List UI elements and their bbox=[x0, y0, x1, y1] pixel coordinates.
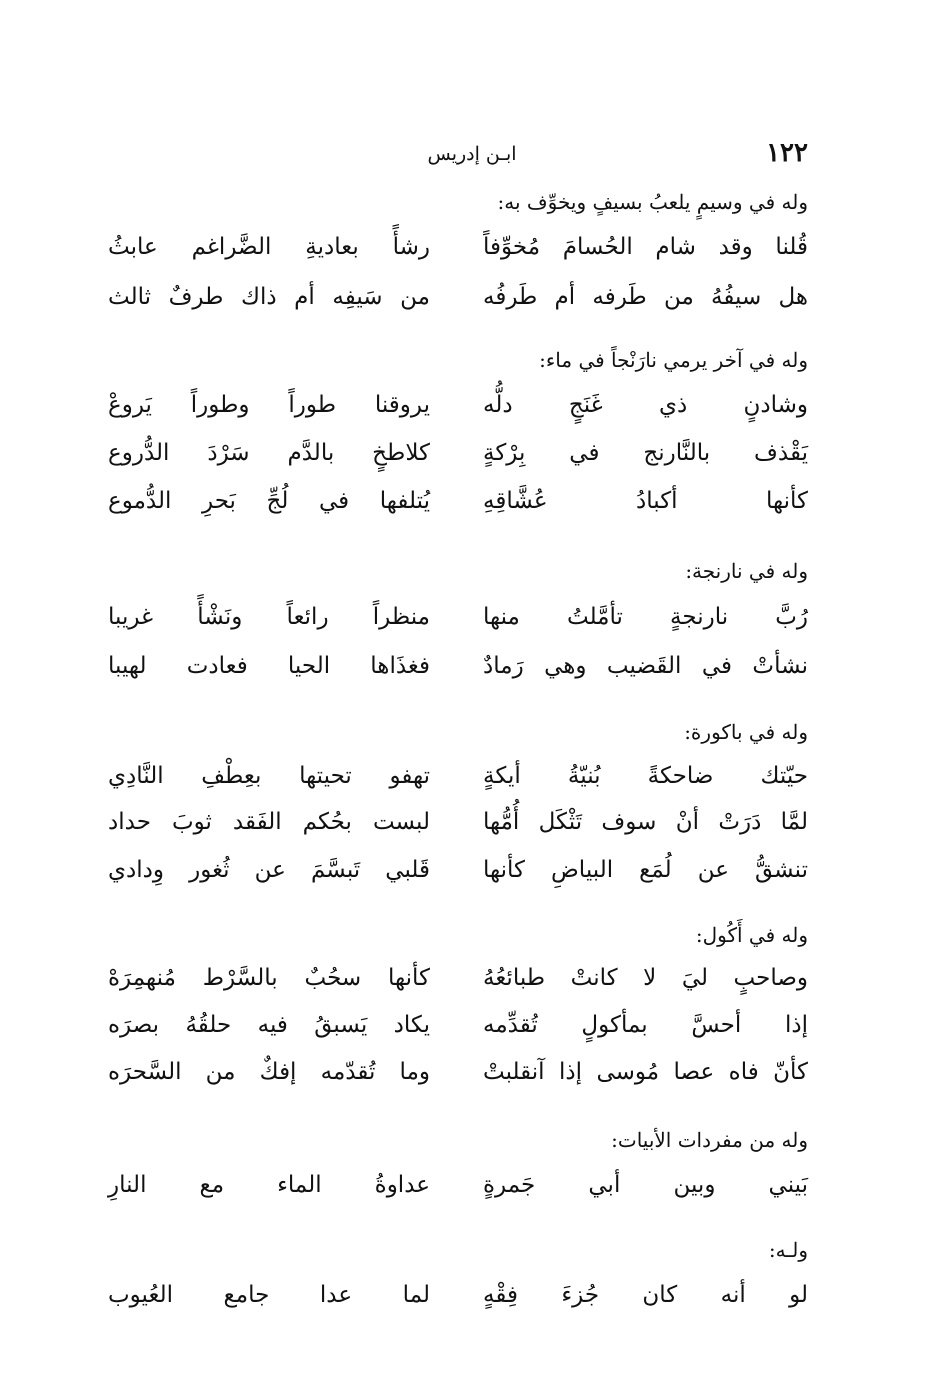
first-hemistich: وصاحبٍ ليَ لا كانتْ طبائعُهُ bbox=[483, 965, 808, 991]
verse-line bbox=[108, 1059, 808, 1099]
verse-line bbox=[108, 1012, 808, 1052]
first-hemistich: قُلنا وقد شام الحُسامَ مُخوِّفاً bbox=[483, 234, 808, 260]
second-hemistich: يروقنا طوراً وطوراً يَروعْ bbox=[108, 392, 430, 418]
verse-line bbox=[108, 604, 808, 644]
first-hemistich: إذا أحسَّ بمأكولٍ تُقدِّمه bbox=[483, 1012, 808, 1038]
second-hemistich: من سَيفِه أم ذاك طرفٌ ثالث bbox=[108, 284, 430, 310]
poem-heading: وله في باكورة: bbox=[684, 720, 808, 744]
first-hemistich: رُبَّ نارنجةٍ تأمَّلتُ منها bbox=[483, 604, 808, 630]
verse-line bbox=[108, 857, 808, 897]
verse-line bbox=[108, 809, 808, 849]
poem-heading: وله من مفردات الأبيات: bbox=[611, 1128, 808, 1152]
verse-line bbox=[108, 488, 808, 528]
first-hemistich: بَيني وبين أبي جَمرةٍ bbox=[483, 1172, 808, 1198]
second-hemistich: لما عدا جامع العُيوب bbox=[108, 1282, 430, 1308]
poem-heading: ولـه: bbox=[768, 1238, 808, 1262]
verse-line bbox=[108, 1172, 808, 1212]
verse-line bbox=[108, 763, 808, 803]
second-hemistich: قَلبي تَبسَّمَ عن ثُغور وِدادي bbox=[108, 857, 430, 883]
first-hemistich: وشادنٍ ذي غَنَجٍ دلُّه bbox=[483, 392, 808, 418]
verse-line bbox=[108, 653, 808, 693]
first-hemistich: كأنّ فاه عصا مُوسى إذا آنقلبتْ bbox=[483, 1059, 808, 1085]
first-hemistich: حيّتك ضاحكةً بُنيّةُ أيكةٍ bbox=[483, 763, 808, 789]
first-hemistich: يَقْذف بالنَّارنج في بِرْكةٍ bbox=[483, 440, 808, 466]
second-hemistich: منظراً رائعاً ونَشْأً غريبا bbox=[108, 604, 430, 630]
first-hemistich: هل سيفُهُ من طَرفه أم طَرفُه bbox=[483, 284, 808, 310]
first-hemistich: تنشقُّ عن لُمَع البياضِ كأنها bbox=[483, 857, 808, 883]
first-hemistich: لمَّا دَرَتْ أنْ سوف تَثْكَل أُمُّها bbox=[483, 809, 808, 835]
second-hemistich: وما تُقدّمه إفكٌ من السَّحرَه bbox=[108, 1059, 430, 1085]
verse-line bbox=[108, 284, 808, 324]
verse-line bbox=[108, 965, 808, 1005]
second-hemistich: كلاطخٍ بالدَّم سَرْدَ الدُّروع bbox=[108, 440, 430, 466]
second-hemistich: عداوةُ الماء مع النارِ bbox=[108, 1172, 430, 1198]
verse-line bbox=[108, 1282, 808, 1322]
poem-heading: وله في آخر يرمي نارَنْجاً في ماء: bbox=[539, 348, 808, 372]
second-hemistich: لبست بحُكم الفَقد ثوبَ حداد bbox=[108, 809, 430, 835]
second-hemistich: تهفو تحيتها بعِطْفِ النَّادِي bbox=[108, 763, 430, 789]
poem-heading: وله في وسيمٍ يلعبُ بسيفٍ ويخوِّف به: bbox=[497, 190, 808, 214]
first-hemistich: نشأتْ في القَضيب وهي رَمادٌ bbox=[483, 653, 808, 679]
second-hemistich: يكاد يَسبقُ فيه حلقُهُ بصرَه bbox=[108, 1012, 430, 1038]
verse-line bbox=[108, 234, 808, 274]
poem-heading: وله في نارنجة: bbox=[685, 559, 808, 583]
verse-line bbox=[108, 392, 808, 432]
page-number: ١٢٢ bbox=[766, 138, 808, 168]
second-hemistich: رشأً بعاديةِ الضَّراغم عابثُ bbox=[108, 234, 430, 260]
verse-line bbox=[108, 440, 808, 480]
second-hemistich: فغذَاها الحيا فعادت لهيبا bbox=[108, 653, 430, 679]
first-hemistich: كأنها أكبادُ عُشَّاقِهِ bbox=[483, 488, 808, 514]
first-hemistich: لو أنه كان جُزءَ فِقْهٍ bbox=[483, 1282, 808, 1308]
second-hemistich: كأنها سحُبٌ بالسَّرْط مُنهمِرَهْ bbox=[108, 965, 430, 991]
second-hemistich: يُتلفها في لُجِّ بَحرِ الدُّموع bbox=[108, 488, 430, 514]
running-title: ابـن إدريس bbox=[427, 143, 517, 165]
poem-heading: وله في أَكُول: bbox=[695, 923, 808, 947]
